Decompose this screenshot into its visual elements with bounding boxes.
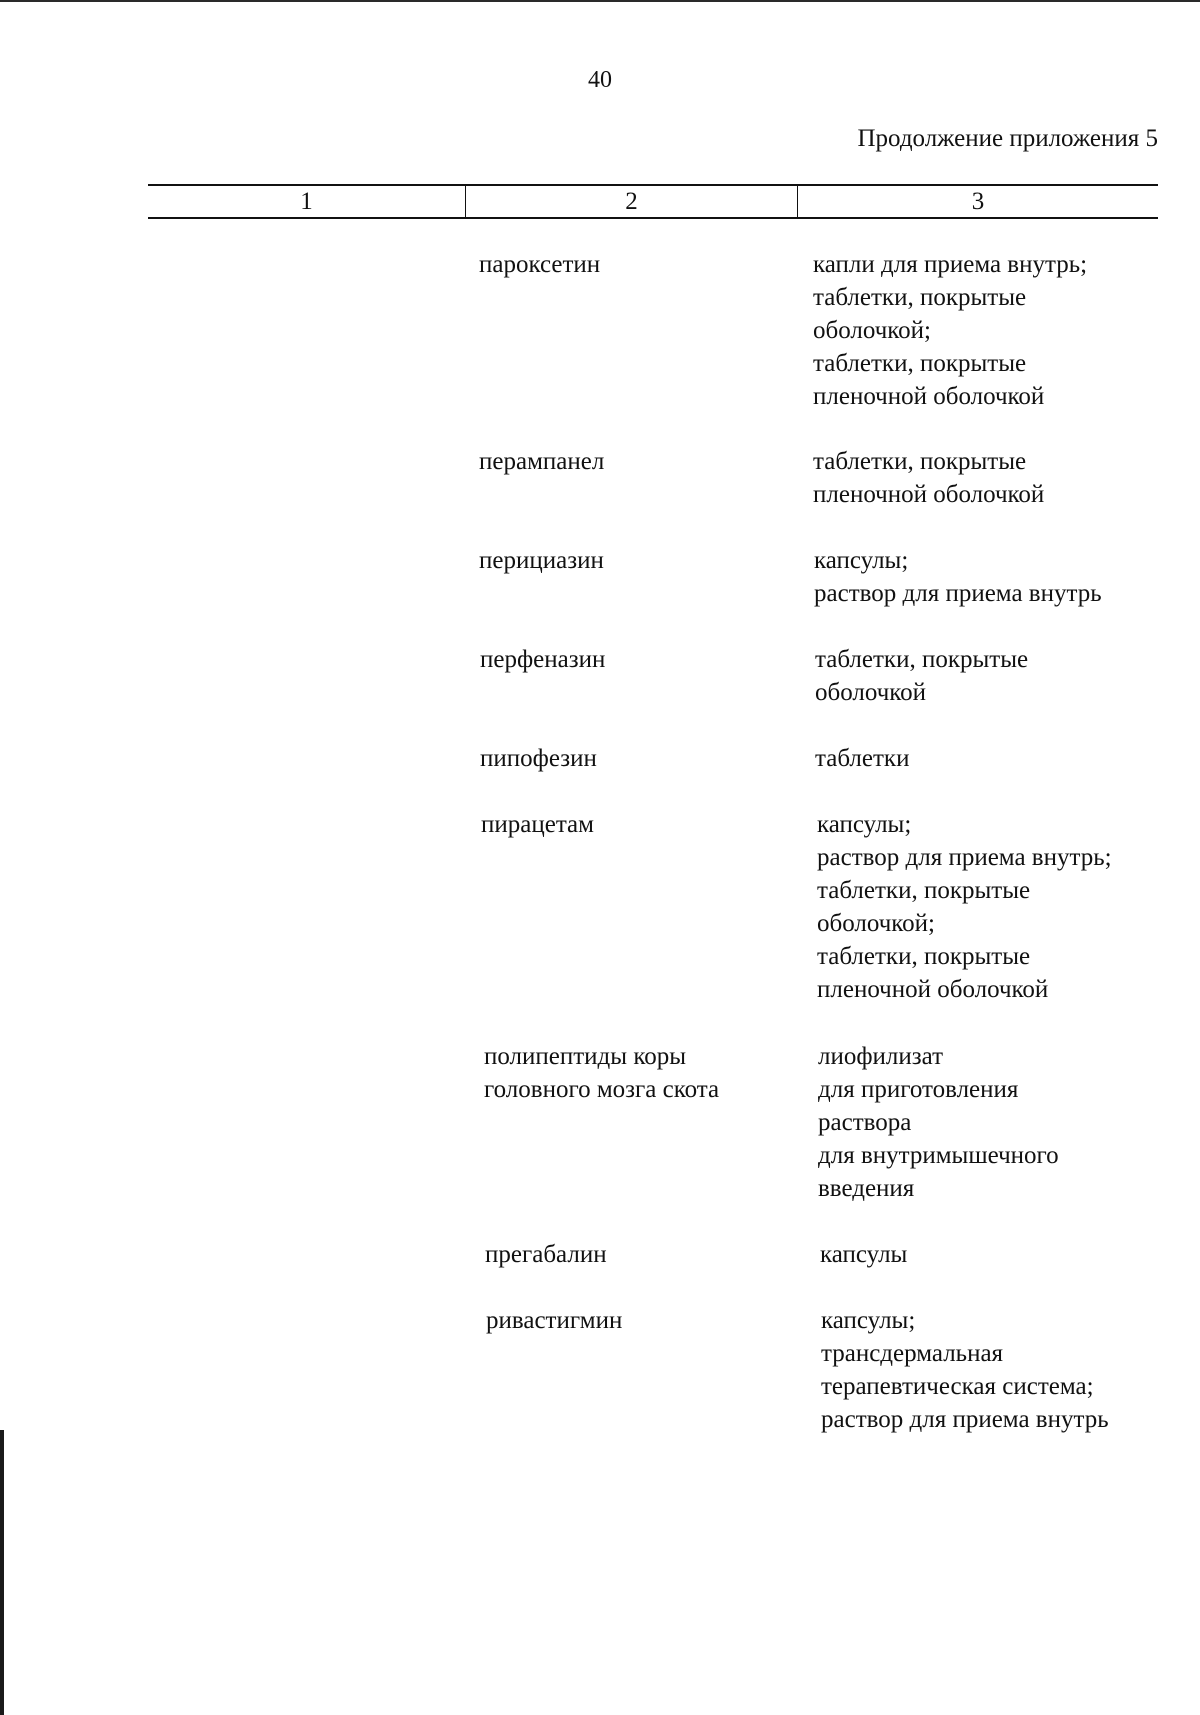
dosage-form-line: лиофилизат [818,1043,944,1070]
dosage-forms [813,445,1044,511]
dosage-form-line: раствор для приема внутрь [814,580,1102,607]
drug-name-line: пипофезин [480,745,597,772]
dosage-form-line: раствор для приема внутрь [821,1406,1109,1433]
drug-name [480,643,605,676]
drug-name-line: перфеназин [480,646,606,673]
header-col-3: 3 [971,188,985,215]
dosage-form-line: таблетки, покрытые [813,448,1027,475]
dosage-form-line: капли для приема внутрь; [813,251,1088,278]
dosage-form-line: для приготовления [818,1076,1019,1103]
dosage-forms [817,808,1112,1006]
drug-name-line: перициазин [479,547,604,574]
dosage-forms [821,1304,1109,1436]
dosage-form-line: раствор для приема внутрь; [817,844,1112,871]
dosage-form-line: таблетки, покрытые [815,646,1029,673]
dosage-forms [814,544,1102,610]
dosage-forms [820,1238,907,1271]
dosage-forms [818,1040,1059,1205]
dosage-form-line: оболочкой; [813,317,931,344]
dosage-form-line: капсулы [820,1241,908,1268]
drug-name-line: пирацетам [481,811,594,838]
dosage-form-line: оболочкой; [817,910,935,937]
dosage-forms [815,643,1028,709]
page-number: 40 [588,67,612,93]
dosage-form-line: терапевтическая система; [821,1373,1094,1400]
dosage-form-line: оболочкой [815,679,927,706]
dosage-forms [813,248,1087,413]
dosage-form-line: введения [818,1175,915,1202]
dosage-form-line: пленочной оболочкой [817,976,1049,1003]
appendix-continuation-note: Продолжение приложения 5 [857,125,1158,152]
drug-name [480,742,597,775]
dosage-form-line: капсулы; [814,547,909,574]
dosage-form-line: таблетки [815,745,910,772]
header-col-1: 1 [148,186,466,217]
drug-name-line: перампанел [479,448,605,475]
drug-name [479,445,604,478]
header-col-2: 2 [466,186,798,217]
drug-name [485,1238,607,1271]
drug-name-line: головного мозга скота [484,1076,720,1103]
dosage-form-line: капсулы; [817,811,912,838]
drug-name-line: прегабалин [485,1241,607,1268]
drug-name [486,1304,622,1337]
drug-name-line: пароксетин [479,251,601,278]
dosage-form-line: пленочной оболочкой [813,481,1045,508]
dosage-form-line: раствора [818,1109,912,1136]
drug-name [479,544,604,577]
dosage-form-line: таблетки, покрытые [813,284,1027,311]
dosage-form-line: для внутримышечного [818,1142,1059,1169]
dosage-form-line: капсулы; [821,1307,916,1334]
dosage-form-line: таблетки, покрытые [813,350,1027,377]
dosage-form-line: таблетки, покрытые [817,877,1031,904]
dosage-form-line: пленочной оболочкой [813,383,1045,410]
drug-name [484,1040,719,1106]
drug-name [479,248,600,281]
dosage-form-line: таблетки, покрытые [817,943,1031,970]
drug-name [481,808,594,841]
drug-name-line: полипептиды коры [484,1043,687,1070]
drug-name-line: ривастигмин [486,1307,623,1334]
dosage-forms [815,742,909,775]
dosage-form-line: трансдермальная [821,1340,1004,1367]
